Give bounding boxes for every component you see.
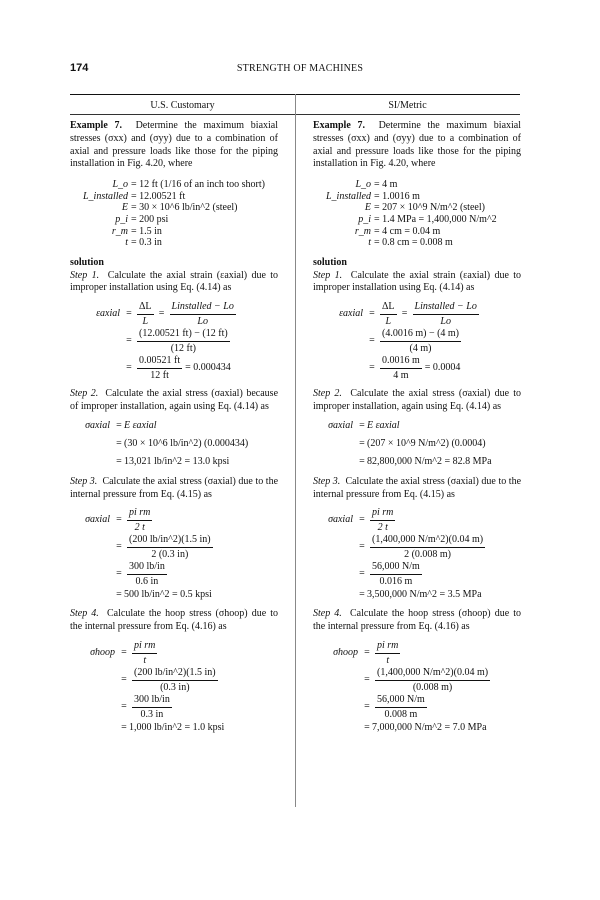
eq-lhs: εaxial <box>96 308 120 320</box>
us-given-row <box>70 237 278 249</box>
si-column <box>313 120 521 739</box>
si-step4 <box>313 608 521 634</box>
us-given-val: = 12 ft (1/16 of an inch too short) <box>131 179 265 191</box>
eq-lhs: σhoop <box>333 647 358 659</box>
si-step1-equation: εaxial = $\frac{\Delta L}{L}$ = $\frac{\text{Linstalled − Lo}}{Lo}$ = $\frac{(4.0016 m) - (4 m)}{(4 m)}$ = $\frac{0.0016 m}{4 m}$ = 0.0004 <box>313 301 521 382</box>
us-given-sym: L_installed <box>82 190 128 202</box>
si-example-label: Example 7. <box>313 120 366 131</box>
si-step4-equation: σhoop = $\frac{\text{pi rm}}{t}$ = $\frac{(1,400,000 N/m\^{}2)(0.04 m)}{(0.008 m)}$ = $\frac{56,000 N/m}{0.008 m}$ = 7,000,000 N/m^2 = 7.0 MPa <box>313 640 521 735</box>
eq-lhs: σaxial <box>328 514 353 526</box>
si-given-val: = 1.0016 m <box>374 190 420 202</box>
running-title: STRENGTH OF MACHINES <box>236 63 364 74</box>
us-step2 <box>70 388 278 414</box>
eq-fraction: $\frac{56,000 N/m}{0.008 m}$ <box>377 693 425 720</box>
si-given-sym: L_installed <box>325 190 371 202</box>
column-title-us: U.S. Customary <box>150 100 215 111</box>
us-step4 <box>70 608 278 634</box>
si-step4-label: Step 4. <box>313 608 342 620</box>
eq-fraction: $\frac{\text{pi rm}}{2 t}$ <box>372 507 394 534</box>
si-given-sym: t <box>368 237 371 249</box>
eq-lhs: εaxial <box>339 308 363 320</box>
si-step3 <box>313 476 521 502</box>
si-step1-text: Calculate the axial strain (εaxial) due to improper installation using Eq. (4.14) as <box>313 269 522 294</box>
si-step3-label: Step 3. <box>313 475 341 487</box>
us-given-val: = 12.00521 ft <box>131 190 186 202</box>
eq-fraction: $\frac{(200 lb/in\^{}2)(1.5 in)}{2 (0.3 in)}$ <box>129 534 211 561</box>
us-given-val: = 0.3 in <box>131 237 162 249</box>
si-step2-label: Step 2. <box>313 388 342 400</box>
eq-fraction: $\frac{\text{Linstalled − Lo}}{Lo}$ <box>171 301 234 328</box>
si-given-val: = 207 × 10^9 N/m^2 (steel) <box>374 202 485 214</box>
eq-result: = 0.0004 <box>424 362 461 374</box>
si-given-sym: p_i <box>358 213 371 225</box>
eq-fraction: $\frac{300 lb/in}{0.3 in}$ <box>134 693 170 720</box>
us-step1-label: Step 1. <box>70 269 100 281</box>
eq-fraction: $\frac{(1,400,000 N/m\^{}2)(0.04 m)}{(0.008 m)}$ <box>377 666 489 693</box>
si-given-row <box>313 179 521 191</box>
si-step2-text: Calculate the axial stress (σaxial) due to improper installation, again using Eq. (4.14) as <box>313 388 521 412</box>
eq-lhs: σaxial <box>85 514 110 526</box>
si-step2-equation: σaxial = E εaxial = (207 × 10^9 N/m^2) (0.0004) = 82,800,000 N/m^2 = 82.8 MPa <box>313 420 521 470</box>
us-given-sym: r_m <box>111 225 128 237</box>
eq-fraction: $\frac{300 lb/in}{0.6 in}$ <box>129 561 165 588</box>
si-given-sym: E <box>364 202 371 214</box>
us-given-sym: p_i <box>115 213 128 225</box>
us-given-sym: t <box>125 237 128 249</box>
eq-fraction: $\frac{(4.0016 m) - (4 m)}{(4 m)}$ <box>382 328 460 355</box>
si-step2 <box>313 388 521 414</box>
us-given-val: = 1.5 in <box>131 225 162 237</box>
si-solution-label: solution <box>313 256 347 268</box>
si-given-val: = 0.8 cm = 0.008 m <box>374 237 453 249</box>
us-step3 <box>70 476 278 502</box>
us-column <box>70 120 278 739</box>
si-given-row <box>313 226 521 238</box>
si-given-row <box>313 191 521 203</box>
si-intro-text: Determine the maximum biaxial stresses (σxx) and (σyy) due to a combination of axial and pressure loads like those for the piping installation in Fig. 4.20, where <box>313 120 522 170</box>
eq-lhs: σaxial <box>85 420 110 432</box>
us-step2-equation: σaxial = E εaxial = (30 × 10^6 lb/in^2) (0.000434) = 13,021 lb/in^2 = 13.0 kpsi <box>70 420 278 470</box>
us-given-list <box>70 179 278 249</box>
eq-lhs: σaxial <box>328 420 353 432</box>
us-step3-label: Step 3. <box>70 475 98 487</box>
us-example-label: Example 7. <box>70 120 123 131</box>
eq-fraction: $\frac{56,000 N/m}{0.016 m}$ <box>372 561 420 588</box>
eq-fraction: $\frac{\text{Linstalled − Lo}}{Lo}$ <box>414 301 477 328</box>
us-given-row <box>70 191 278 203</box>
eq-fraction: $\frac{\text{pi rm}}{t}$ <box>377 639 399 666</box>
us-example-intro <box>70 120 278 171</box>
us-given-row <box>70 179 278 191</box>
page-number: 174 <box>70 62 89 74</box>
us-step1-equation: εaxial = $\frac{\Delta L}{L}$ = $\frac{\text{Linstalled − Lo}}{Lo}$ = $\frac{(12.00521 ft) - (12 ft)}{(12 ft)}$ = $\frac{0.00521 ft}{12 ft}$ = 0.000434 <box>70 301 278 382</box>
us-given-sym: E <box>121 202 128 214</box>
si-given-list <box>313 179 521 249</box>
column-title-si: SI/Metric <box>388 100 427 111</box>
us-step2-label: Step 2. <box>70 388 99 400</box>
si-given-sym: r_m <box>354 225 371 237</box>
si-step1 <box>313 270 521 296</box>
eq-fraction: $\frac{(1,400,000 N/m\^{}2)(0.04 m)}{2 (0.008 m)}$ <box>372 534 484 561</box>
column-divider <box>295 94 296 807</box>
si-given-val: = 1.4 MPa = 1,400,000 N/m^2 <box>374 213 497 225</box>
eq-fraction: $\frac{\Delta L}{L}$ <box>139 301 152 328</box>
si-step3-equation: σaxial = $\frac{\text{pi rm}}{2 t}$ = $\frac{(1,400,000 N/m\^{}2)(0.04 m)}{2 (0.008 m)}$ = $\frac{56,000 N/m}{0.016 m}$ = 3,500,000 N/m^2 = 3.5 MPa <box>313 507 521 602</box>
eq-fraction: $\frac{0.0016 m}{4 m}$ <box>382 355 420 382</box>
eq-fraction: $\frac{\text{pi rm}}{t}$ <box>134 639 156 666</box>
us-given-row <box>70 202 278 214</box>
us-given-row <box>70 214 278 226</box>
si-given-val: = 4 m <box>374 179 398 191</box>
us-step2-text: Calculate the axial stress (σaxial) because of improper installation, again using Eq. (4.14) as <box>70 388 279 412</box>
si-given-row <box>313 202 521 214</box>
si-step1-label: Step 1. <box>313 269 343 281</box>
si-step4-text: Calculate the hoop stress (σhoop) due to the internal pressure from Eq. (4.16) as <box>313 608 522 633</box>
eq-result: = 0.000434 <box>185 362 231 374</box>
eq-fraction: $\frac{\Delta L}{L}$ <box>382 301 395 328</box>
si-example-intro <box>313 120 521 171</box>
si-given-row <box>313 237 521 249</box>
eq-fraction: $\frac{0.00521 ft}{12 ft}$ <box>139 355 181 382</box>
us-step4-label: Step 4. <box>70 608 99 620</box>
si-step3-text: Calculate the axial stress (σaxial) due to the internal pressure from Eq. (4.15) as <box>313 475 522 500</box>
eq-lhs: σhoop <box>90 647 115 659</box>
us-step3-text: Calculate the axial stress (σaxial) due to the internal pressure from Eq. (4.15) as <box>70 475 279 500</box>
eq-fraction: $\frac{\text{pi rm}}{2 t}$ <box>129 507 151 534</box>
si-given-val: = 4 cm = 0.04 m <box>374 225 441 237</box>
us-intro-text: Determine the maximum biaxial stresses (σxx) and (σyy) due to a combination of axial and pressure loads like those for the piping installation in Fig. 4.20, where <box>70 120 279 170</box>
us-given-val: = 30 × 10^6 lb/in^2 (steel) <box>131 202 238 214</box>
us-step4-text: Calculate the hoop stress (σhoop) due to the internal pressure from Eq. (4.16) as <box>70 608 279 633</box>
us-step4-equation: σhoop = $\frac{\text{pi rm}}{t}$ = $\frac{(200 lb/in\^{}2)(1.5 in)}{(0.3 in)}$ = $\frac{300 lb/in}{0.3 in}$ = 1,000 lb/in^2 = 1.0 kpsi <box>70 640 278 735</box>
us-solution-label: solution <box>70 256 104 268</box>
eq-fraction: $\frac{(200 lb/in\^{}2)(1.5 in)}{(0.3 in)}$ <box>134 666 216 693</box>
si-given-sym: L_o <box>355 179 371 191</box>
us-step3-equation: σaxial = $\frac{\text{pi rm}}{2 t}$ = $\frac{(200 lb/in\^{}2)(1.5 in)}{2 (0.3 in)}$ = $\frac{300 lb/in}{0.6 in}$ = 500 lb/in^2 = 0.5 kpsi <box>70 507 278 602</box>
eq-fraction: $\frac{(12.00521 ft) - (12 ft)}{(12 ft)}$ <box>139 328 228 355</box>
us-step1 <box>70 270 278 296</box>
us-given-val: = 200 psi <box>131 213 169 225</box>
us-step1-text: Calculate the axial strain (εaxial) due to improper installation using Eq. (4.14) as <box>70 269 279 294</box>
si-given-row <box>313 214 521 226</box>
us-given-sym: L_o <box>112 179 128 191</box>
us-given-row <box>70 226 278 238</box>
